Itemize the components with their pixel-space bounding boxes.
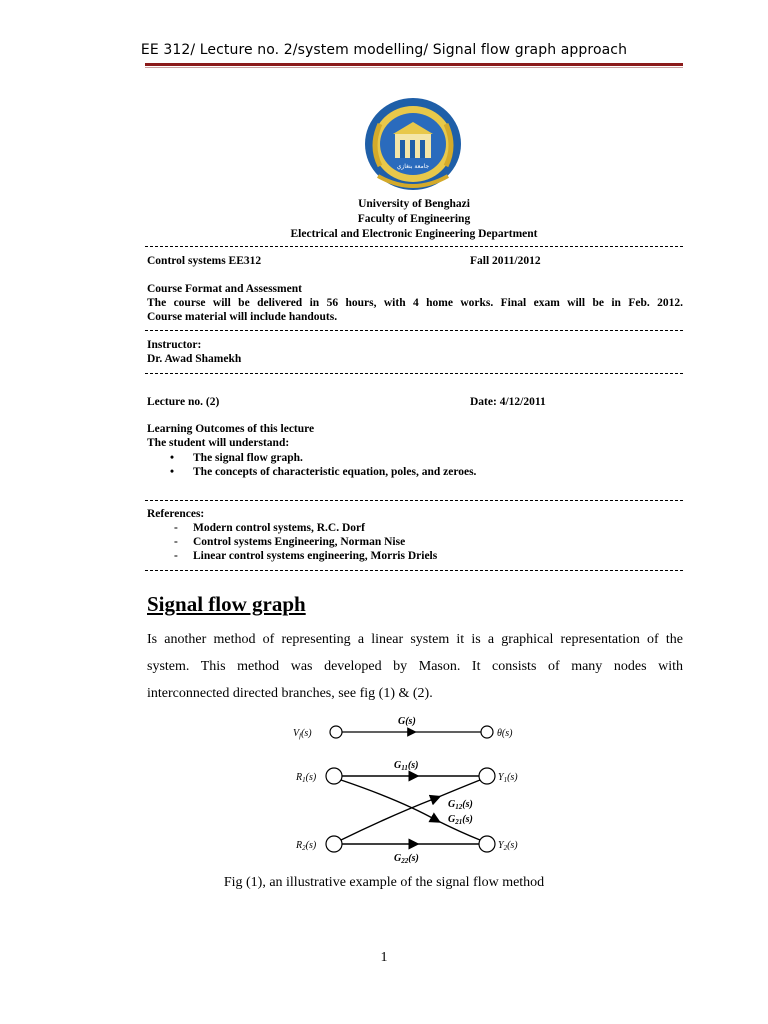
university-logo (358, 96, 468, 192)
lecture-number: Lecture no. (2) (147, 396, 220, 408)
section-paragraph-line-1: Is another method of representing a linear system it is a graphical representation of the (147, 632, 683, 647)
bullet-marker: • (170, 452, 175, 464)
section-paragraph-line-3: interconnected directed branches, see fig (1) & (2). (147, 686, 433, 701)
divider (145, 330, 683, 331)
label-r2: $R_2(s)$ (296, 840, 317, 852)
divider (145, 246, 683, 247)
label-r1: $R_1(s)$ (296, 772, 317, 784)
university-name: University of Benghazi (358, 198, 470, 210)
bullet-marker: • (170, 466, 175, 478)
node-vin (330, 726, 342, 738)
outcomes-heading: Learning Outcomes of this lecture (147, 423, 315, 435)
instructor-heading: Instructor: (147, 339, 202, 351)
label-y1: $Y_1(s)$ (498, 772, 518, 784)
page-number: 1 (380, 950, 388, 965)
label-g21: $G_{21}(s)$ (448, 814, 473, 826)
node-y2 (479, 836, 495, 852)
branch-g21 (341, 780, 436, 820)
reference-marker: - (174, 522, 178, 534)
outcome-item: The signal flow graph. (193, 452, 303, 464)
section-title: Signal flow graph (147, 592, 306, 616)
outcomes-intro: The student will understand: (147, 437, 290, 449)
format-line-1: The course will be delivered in 56 hours, with 4 home works. Final exam will be in Feb. 2012. (147, 297, 683, 309)
label-y2: $Y_2(s)$ (498, 840, 518, 852)
reference-marker: - (174, 536, 178, 548)
node-y1 (479, 768, 495, 784)
figure-caption: Fig (1), an illustrative example of the signal flow method (223, 875, 545, 890)
label-g: G(s) (398, 716, 416, 727)
header-rule (145, 63, 683, 66)
node-r2 (326, 836, 342, 852)
course-term: Fall 2011/2012 (470, 255, 541, 267)
instructor-name: Dr. Awad Shamekh (147, 353, 242, 365)
section-paragraph-line-2: system. This method was developed by Mason. It consists of many nodes with (147, 659, 683, 674)
format-line-2: Course material will include handouts. (147, 311, 338, 323)
references-heading: References: (147, 508, 205, 520)
divider (145, 500, 683, 501)
divider (145, 570, 683, 571)
label-g11: $G_{11}(s)$ (394, 760, 419, 772)
label-g12: $G_{12}(s)$ (448, 799, 473, 811)
department-name: Electrical and Electronic Engineering Department (290, 228, 538, 240)
signal-flow-figure (290, 712, 530, 867)
page-header-title: EE 312/ Lecture no. 2/system modelling/ Signal flow graph approach (140, 42, 628, 58)
node-r1 (326, 768, 342, 784)
header-rule-thin (145, 67, 683, 68)
node-theta (481, 726, 493, 738)
branch-g12 (341, 798, 436, 840)
format-heading: Course Format and Assessment (147, 283, 302, 295)
course-name: Control systems EE312 (147, 255, 262, 267)
reference-marker: - (174, 550, 178, 562)
reference-item: Control systems Engineering, Norman Nise (193, 536, 406, 548)
faculty-name: Faculty of Engineering (357, 213, 471, 225)
label-g22: $G_{22}(s)$ (394, 853, 419, 865)
logo-text: جامعة بنغازي (396, 163, 430, 170)
label-theta: θ(s) (497, 728, 513, 739)
lecture-date: Date: 4/12/2011 (470, 396, 546, 408)
outcome-item: The concepts of characteristic equation, poles, and zeroes. (193, 466, 477, 478)
divider (145, 373, 683, 374)
reference-item: Modern control systems, R.C. Dorf (193, 522, 365, 534)
reference-item: Linear control systems engineering, Morris Driels (193, 550, 438, 562)
label-vin: $V_f(s)$ (293, 728, 312, 740)
